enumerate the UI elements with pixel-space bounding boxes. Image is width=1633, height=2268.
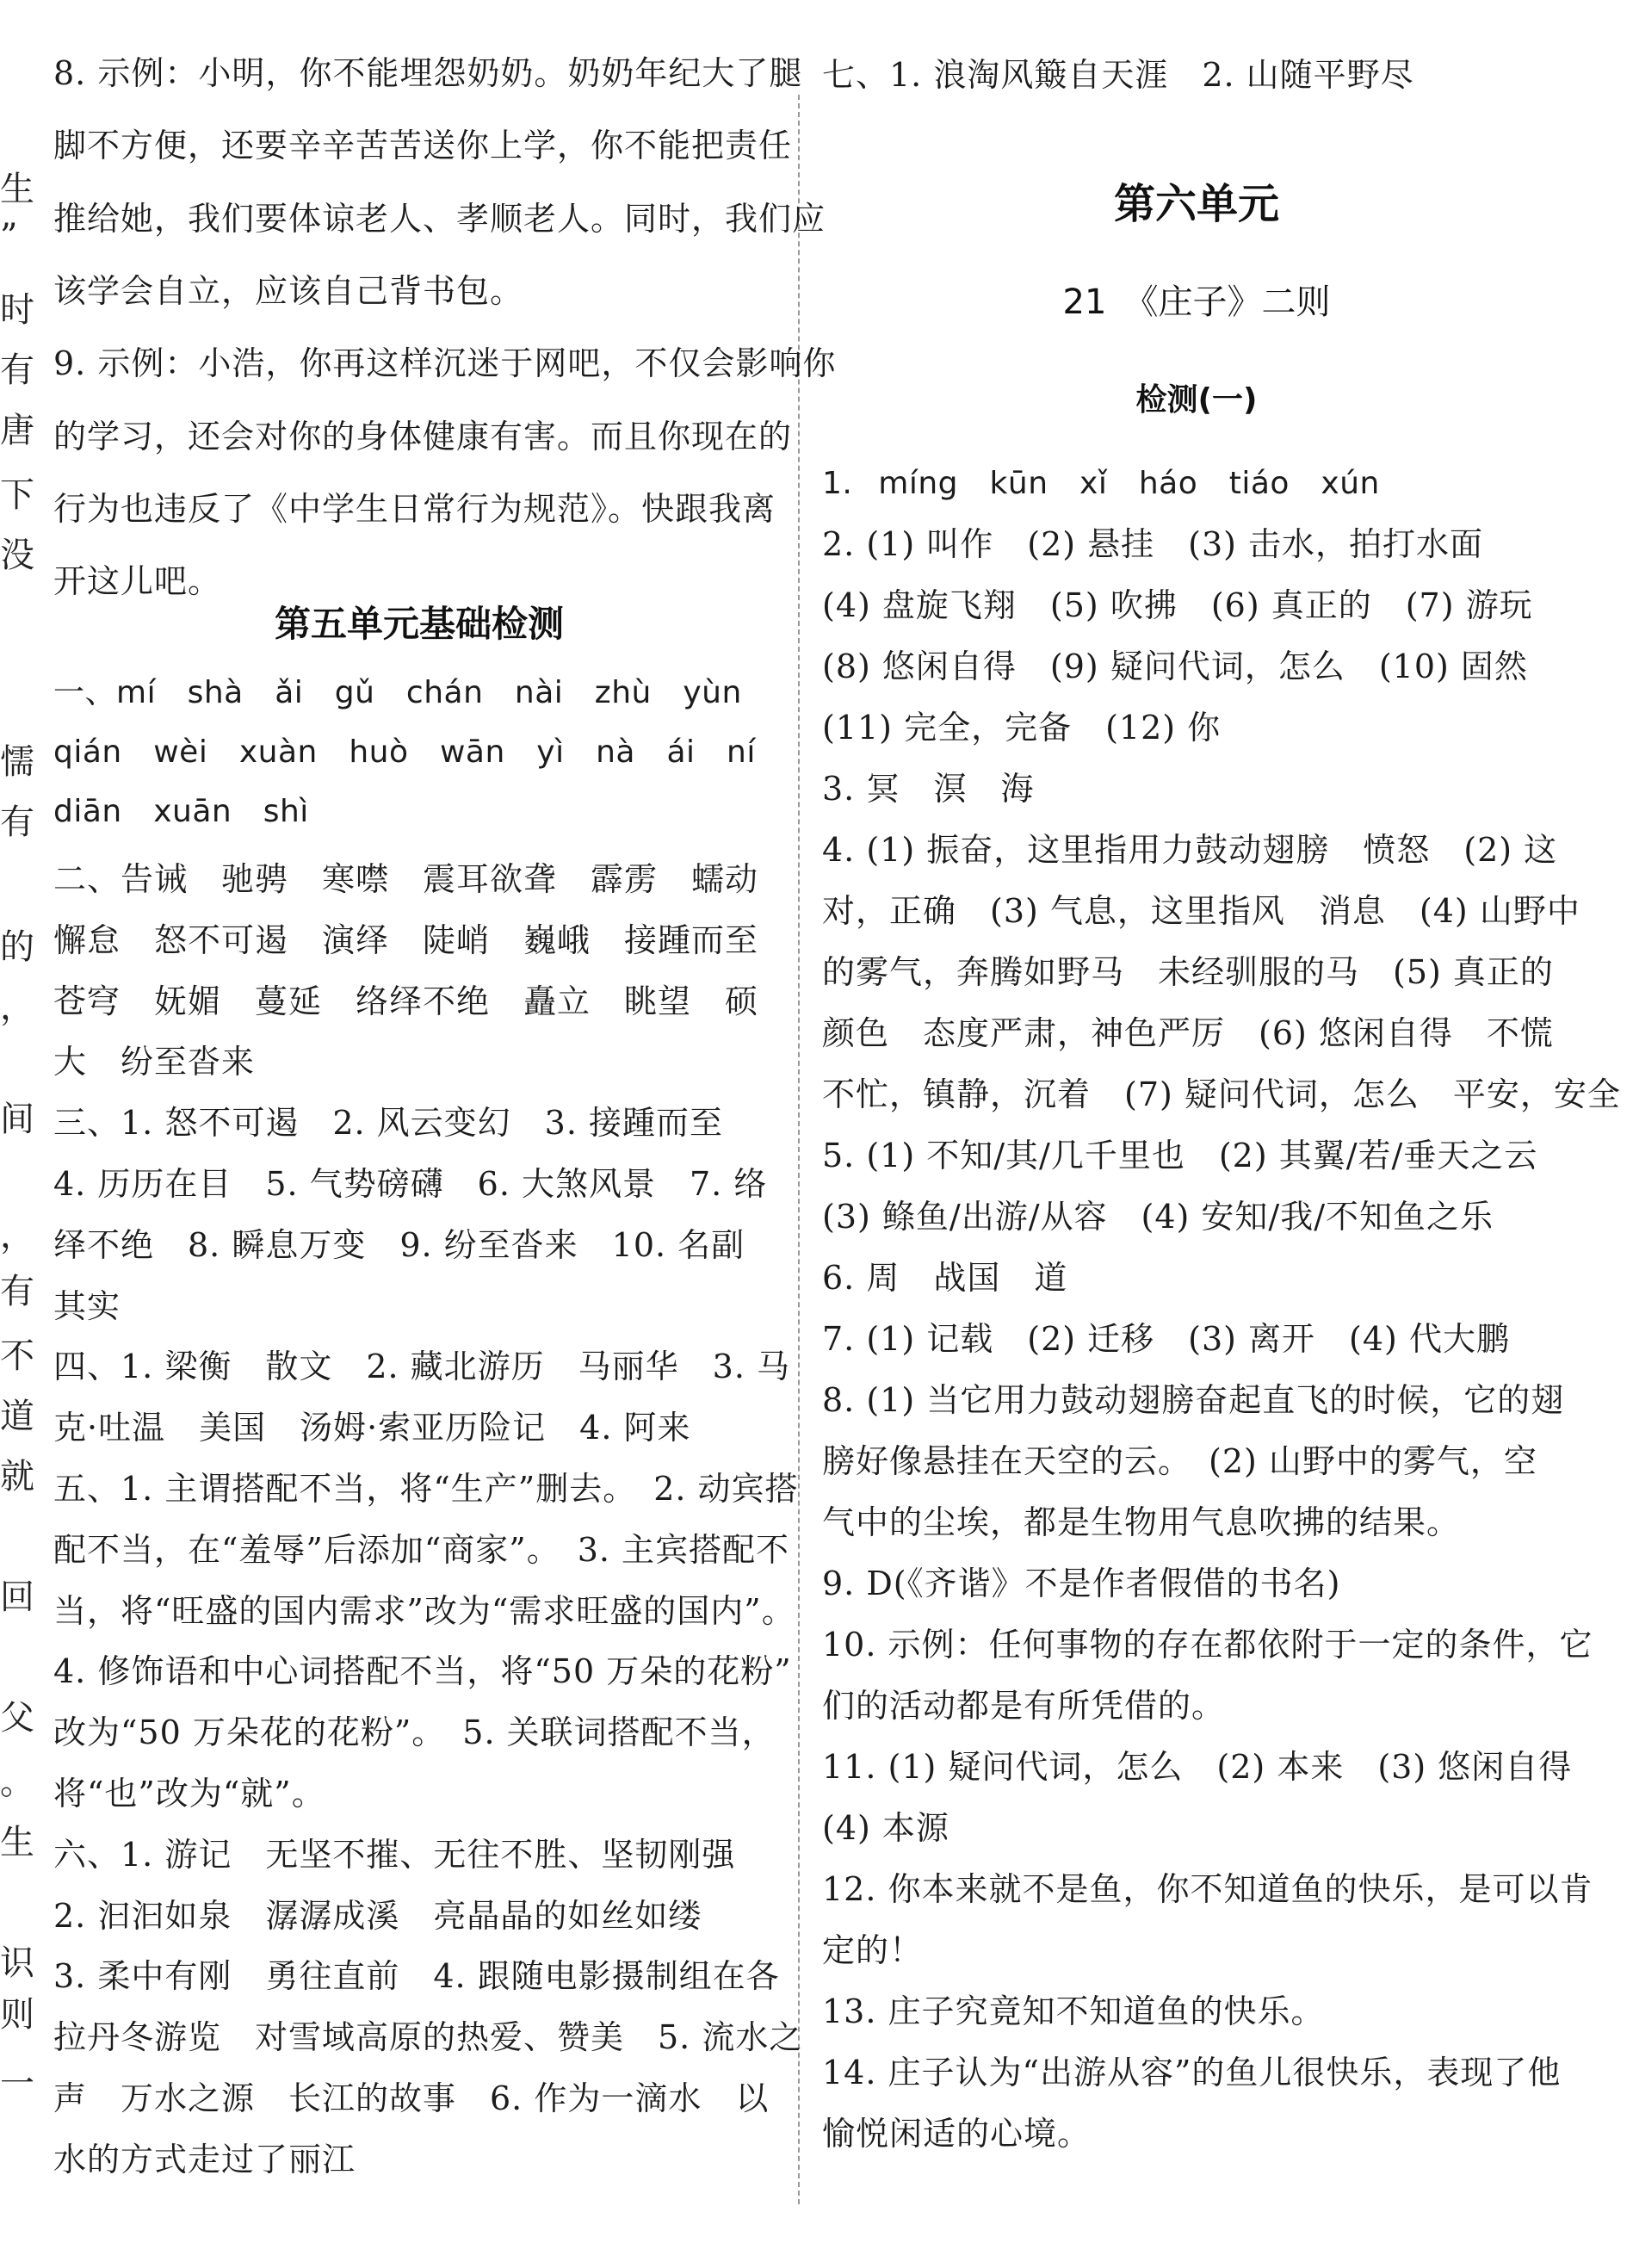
pinyin-line: diān xuān shì — [53, 794, 309, 829]
answer-line: 们的活动都是有所凭借的。 — [822, 1687, 1226, 1725]
answer-line: 6. 周 战国 道 — [822, 1259, 1068, 1297]
answer-line: 三、1. 怒不可遏 2. 风云变幻 3. 接踵而至 — [53, 1104, 724, 1143]
answer-line: 14. 庄子认为“出游从容”的鱼儿很快乐，表现了他 — [822, 2054, 1562, 2091]
edge-text-fragment: 时 — [0, 290, 34, 330]
answer-line: 五、1. 主谓搭配不当，将“生产”删去。 2. 动宾搭 — [53, 1470, 799, 1508]
answer-line: 11. (1) 疑问代词，怎么 (2) 本来 (3) 悠闲自得 — [822, 1748, 1573, 1786]
answer-line: 的学习，还会对你的身体健康有害。而且你现在的 — [53, 417, 793, 455]
edge-text-fragment: 一 — [0, 2064, 34, 2104]
answer-line: 13. 庄子究竟知不知道鱼的快乐。 — [822, 1992, 1325, 2030]
edge-text-fragment: ” — [0, 217, 18, 257]
answer-line: (11) 完全，完备 (12) 你 — [822, 709, 1222, 747]
answer-line: 3. 柔中有刚 勇往直前 4. 跟随电影摄制组在各 — [53, 1957, 780, 1996]
answer-line: 七、1. 浪淘风簸自天涯 2. 山随平野尽 — [822, 56, 1414, 94]
pinyin-line: qián wèi xuàn huò wān yì nà ái ní — [53, 734, 756, 770]
edge-text-fragment: 识 — [0, 1943, 34, 1983]
edge-text-fragment: 不 — [0, 1336, 34, 1376]
edge-text-fragment: 回 — [0, 1577, 34, 1617]
edge-text-fragment: 唐 — [0, 411, 34, 450]
answer-line: 2. (1) 叫作 (2) 悬挂 (3) 击水，拍打水面 — [822, 525, 1484, 563]
answer-line: 当，将“旺盛的国内需求”改为“需求旺盛的国内”。 — [53, 1591, 795, 1630]
answer-line: 膀好像悬挂在天空的云。 (2) 山野中的雾气，空 — [822, 1442, 1537, 1480]
answer-line: 10. 示例：任何事物的存在都依附于一定的条件，它 — [822, 1626, 1593, 1664]
answer-line: 不忙，镇静，沉着 (7) 疑问代词，怎么 平安，安全 — [822, 1075, 1621, 1113]
edge-text-fragment: 道 — [0, 1397, 34, 1436]
pinyin-answers: 1. míng kūn xǐ háo tiáo xún — [822, 466, 1380, 501]
edge-text-fragment: ， — [0, 988, 34, 1027]
answer-line: 克·吐温 美国 汤姆·索亚历险记 4. 阿来 — [53, 1409, 691, 1447]
edge-text-fragment: 下 — [0, 475, 34, 515]
answer-line: 大 纷至沓来 — [53, 1043, 256, 1081]
edge-text-fragment: ， — [0, 1216, 34, 1255]
answer-line: 的雾气，奔腾如野马 未经驯服的马 (5) 真正的 — [822, 953, 1554, 991]
answer-line: 推给她，我们要体谅老人、孝顺老人。同时，我们应 — [53, 199, 826, 238]
answer-line: 开这儿吧。 — [53, 562, 222, 601]
edge-text-fragment: 有 — [0, 1272, 34, 1311]
answer-line: 水的方式走过了丽江 — [53, 2140, 356, 2178]
lesson-21-heading: 21 《庄子》二则 — [1062, 282, 1331, 322]
answer-line: 2. 汩汩如泉 潺潺成溪 亮晶晶的如丝如缕 — [53, 1896, 702, 1935]
pinyin-line: 一、mí shà ǎi gǔ chán nài zhù yùn — [53, 675, 742, 710]
edge-text-fragment: 有 — [0, 350, 34, 390]
answer-line: 4. (1) 振奋，这里指用力鼓动翅膀 愤怒 (2) 这 — [822, 831, 1558, 869]
answer-line: 六、1. 游记 无坚不摧、无往不胜、坚韧刚强 — [53, 1835, 736, 1874]
answer-line: (4) 盘旋飞翔 (5) 吹拂 (6) 真正的 (7) 游玩 — [822, 586, 1533, 624]
answer-line: 定的！ — [822, 1931, 924, 1969]
answer-line: 该学会自立，应该自己背书包。 — [53, 271, 524, 310]
answer-line: 4. 修饰语和中心词搭配不当，将“50 万朵的花粉” — [53, 1652, 792, 1691]
edge-text-fragment: 生 — [0, 1823, 34, 1862]
edge-text-fragment: 间 — [0, 1100, 34, 1139]
answer-line: 拉丹冬游览 对雪域高原的热爱、赞美 5. 流水之 — [53, 2018, 803, 2057]
answer-line: 8. 示例：小明，你不能埋怨奶奶。奶奶年纪大了腿 — [53, 54, 803, 92]
unit5-test-heading: 第五单元基础检测 — [274, 603, 564, 645]
left-page-edge — [0, 0, 52, 2268]
edge-text-fragment: 有 — [0, 802, 34, 842]
answer-line: 改为“50 万朵花的花粉”。 5. 关联词搭配不当， — [53, 1713, 776, 1752]
answer-line: 8. (1) 当它用力鼓动翅膀奋起直飞的时候，它的翅 — [822, 1381, 1565, 1419]
answer-line: 行为也违反了《中学生日常行为规范》。快跟我离 — [53, 489, 776, 528]
edge-text-fragment: 懦 — [0, 742, 34, 782]
answer-line: 配不当，在“羞辱”后添加“商家”。 3. 主宾搭配不 — [53, 1530, 790, 1569]
answer-line: 12. 你本来就不是鱼，你不知道鱼的快乐，是可以肯 — [822, 1870, 1593, 1908]
column-divider — [798, 95, 800, 2204]
edge-text-fragment: 生 — [0, 170, 34, 209]
answer-line: 苍穹 妩媚 蔓延 络绎不绝 矗立 眺望 硕 — [53, 982, 759, 1020]
edge-text-fragment: 没 — [0, 536, 34, 575]
answer-line: 懈怠 怒不可遏 演绎 陡峭 巍峨 接踵而至 — [53, 920, 759, 959]
answer-line: 颜色 态度严肃，神色严厉 (6) 悠闲自得 不慌 — [822, 1014, 1554, 1052]
edge-text-fragment: 父 — [0, 1698, 34, 1738]
answer-line: 二、告诫 驰骋 寒噤 震耳欲聋 霹雳 蠕动 — [53, 860, 759, 898]
answer-line: 7. (1) 记载 (2) 迁移 (3) 离开 (4) 代大鹏 — [822, 1320, 1510, 1358]
answer-line: 其实 — [53, 1286, 121, 1325]
answer-line: 愉悦闲适的心境。 — [822, 2115, 1092, 2153]
answer-line: 4. 历历在目 5. 气势磅礴 6. 大煞风景 7. 络 — [53, 1165, 768, 1203]
answer-line: (3) 鲦鱼/出游/从容 (4) 安知/我/不知鱼之乐 — [822, 1198, 1494, 1236]
answer-line: 脚不方便，还要辛辛苦苦送你上学，你不能把责任 — [53, 127, 793, 165]
answer-line: 5. (1) 不知/其/几千里也 (2) 其翼/若/垂天之云 — [822, 1137, 1538, 1174]
answer-line: 3. 冥 溟 海 — [822, 770, 1035, 808]
answer-line: 9. D(《齐谐》不是作者假借的书名) — [822, 1565, 1341, 1602]
answer-line: 四、1. 梁衡 散文 2. 藏北游历 马丽华 3. 马 — [53, 1348, 791, 1386]
edge-text-fragment: 的 — [0, 927, 34, 967]
answer-line: (4) 本源 — [822, 1809, 949, 1847]
answer-line: 气中的尘埃，都是生物用气息吹拂的结果。 — [822, 1503, 1461, 1541]
edge-text-fragment: 则 — [0, 1995, 34, 2035]
answer-line: 将“也”改为“就”。 — [53, 1775, 325, 1813]
edge-text-fragment: 。 — [0, 1763, 34, 1802]
test-1-heading: 检测(一) — [1135, 382, 1258, 418]
unit6-heading: 第六单元 — [1113, 180, 1279, 228]
answer-line: 声 万水之源 长江的故事 6. 作为一滴水 以 — [53, 2079, 770, 2117]
answer-line: 9. 示例：小浩，你再这样沉迷于网吧，不仅会影响你 — [53, 344, 837, 383]
edge-text-fragment: 就 — [0, 1457, 34, 1497]
answer-line: (8) 悠闲自得 (9) 疑问代词，怎么 (10) 固然 — [822, 648, 1528, 685]
answer-line: 绎不绝 8. 瞬息万变 9. 纷至沓来 10. 名副 — [53, 1225, 745, 1264]
answer-line: 对，正确 (3) 气息，这里指风 消息 (4) 山野中 — [822, 892, 1580, 930]
